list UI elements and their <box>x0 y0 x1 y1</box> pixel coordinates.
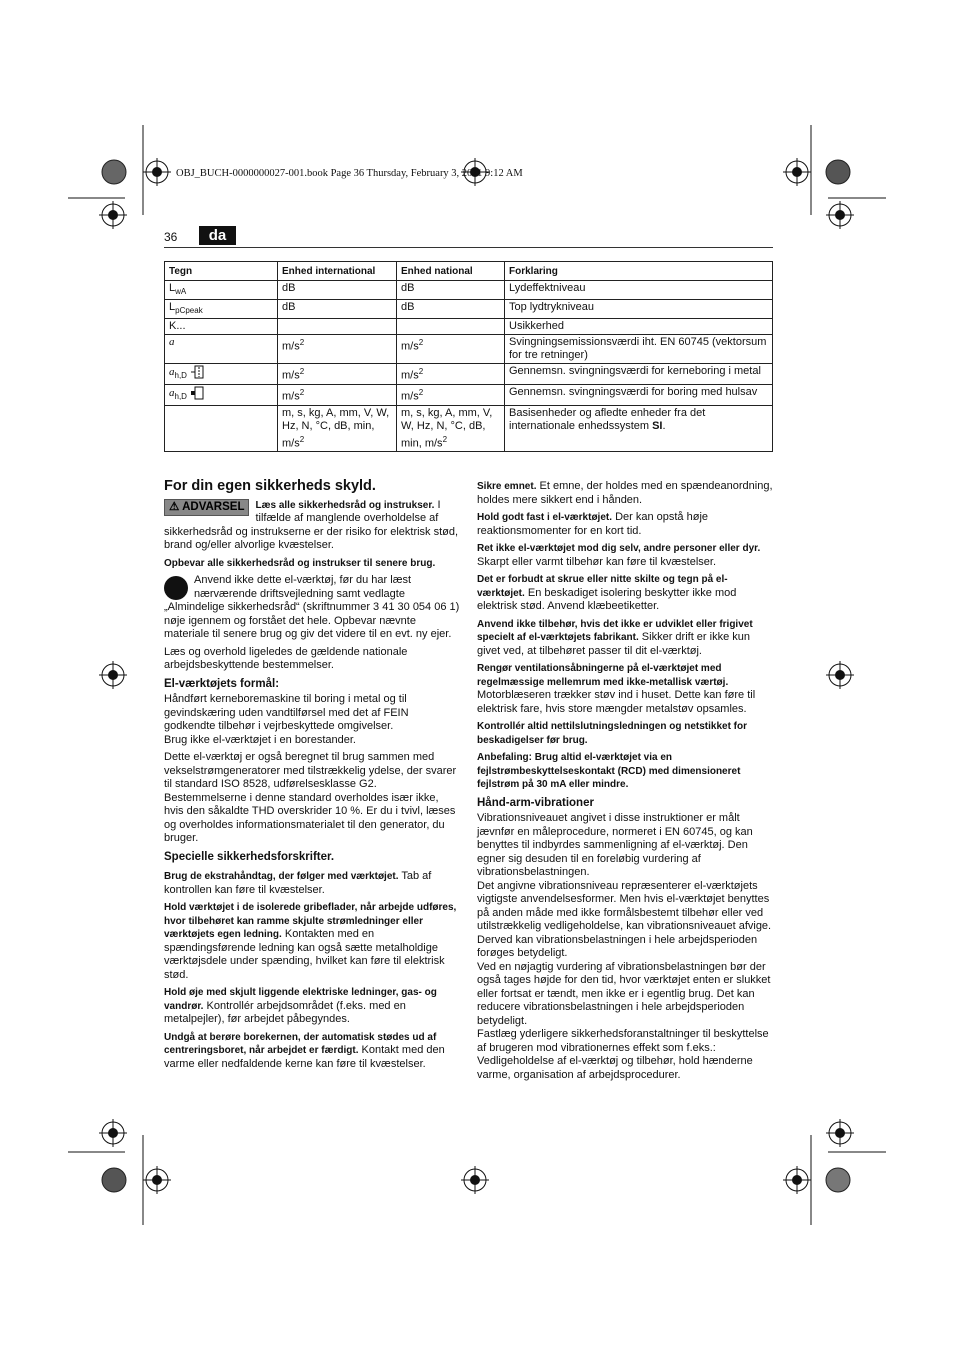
vibration-p4: Fastlæg yderligere sikkerhedsforanstaltninger til beskyttelse af brugeren mod vibrationernes effekt som f.eks.: Vedligeholdelse af el-værktøj og tilbehør, hold hænderne varme, organisation af arbejdsprocedurer. <box>477 1028 769 1081</box>
table-row <box>165 281 773 300</box>
intl-cell: dB <box>278 281 397 300</box>
safety-item: Undgå at berøre borekernen, der automatisk stødes ud af centreringsboret, når arbejdet er færdigt. Kontakt med den varme eller nedfaldende kerne kan føre til kvæstelser. <box>164 1031 445 1070</box>
intl-cell <box>278 319 397 335</box>
vibration-title: Hånd-arm-vibrationer <box>477 796 594 809</box>
safety-item: Brug de ekstrahåndtag, der følger med værktøjet. Tab af kontrollen kan føre til kvæstelser. <box>164 870 432 896</box>
expl-cell: Usikkerhed <box>505 319 773 335</box>
expl-cell: Svingningsemissionsværdi iht. EN 60745 (vektorsum for tre retninger) <box>505 335 773 364</box>
safety-item: Sikre emnet. Et emne, der holdes med en spændeanordning, holdes mere sikkert end i hånden. <box>477 480 773 506</box>
table-header: Enhed international <box>278 262 397 281</box>
safety-item: Hold godt fast i el-værktøjet. Der kan opstå høje reaktionsmomenter for en kort tid. <box>477 511 709 537</box>
vibration-p3: Ved en nøjagtig vurdering af vibrationsbelastningen bør der også tages højde for den tid, hvor værktøjet enten er slukket eller fortsat er tændt, men ikke er i egentlig brug. Det kan reducere vibrationsbelastningen i hele arbejdsperioden betydeligt. <box>477 960 771 1027</box>
safety-item: Anvend ikke tilbehør, hvis det ikke er udviklet eller frigivet specielt af el-værktøjets fabrikant. Sikker drift er ikke kun givet ved, at tilbehøret passer til dit el-værktøj. <box>477 618 753 657</box>
table-header: Enhed national <box>397 262 505 281</box>
keep-notice: Opbevar alle sikkerhedsråd og instrukser til senere brug. <box>164 557 436 569</box>
warning-badge: ⚠ ADVARSEL <box>164 499 249 517</box>
symbols-table <box>164 261 773 452</box>
intl-cell: $m/s^2$ <box>278 335 397 364</box>
intl-cell: $m/s^2$ <box>278 385 397 406</box>
table-header: Tegn <box>165 262 278 281</box>
safety-item: Rengør ventilationsåbningerne på el-værktøjet med regelmæssige mellemrum med ikke-metallisk værtøj. Motorblæseren trækker støv ind i huset. Dette kan føre til elektrisk fare, hvis store mængder metalstøv opsamles. <box>477 663 756 715</box>
read-manual-paragraph: Anvend ikke dette el-værktøj, før du har læst nærværende driftsvejledning samt vedlagte „Almindelige sikkerhedsråd“ (skriftnummer 3 41 30 054 06 1) nøje igennem og forstået det hele. Opbevar nævnte materiale til senere brug og giv det videre til en evt. ny ejer. <box>164 574 460 640</box>
nat-cell <box>397 319 505 335</box>
nat-cell: dB <box>397 281 505 300</box>
sign-cell: $L_{wA}$ <box>165 281 278 300</box>
purpose-p2: Brug ikke el-værktøjet i en borestander. <box>164 733 356 746</box>
sign-cell: $a_{h,D}$ <box>165 385 278 406</box>
expl-cell: Gennemsn. svingningsværdi for kerneboring i metal <box>505 364 773 385</box>
nat-cell: $m/s^2$ <box>397 364 505 385</box>
nat-cell: $m/s^2$ <box>397 335 505 364</box>
table-row <box>165 335 773 364</box>
header-rule <box>164 247 773 248</box>
expl-cell: Gennemsn. svingningsværdi for boring med hulsav <box>505 385 773 406</box>
sign-cell: $L_{pCpeak}$ <box>165 300 278 319</box>
warning-paragraph: ⚠ ADVARSEL Læs alle sikkerhedsråd og instrukser. I tilfælde af manglende overholdelse af sikkerhedsråd og instrukserne er der risiko for elektrisk stød, brand og/eller alvorlige kvæstelser. <box>164 498 459 551</box>
print-info: OBJ_BUCH-0000000027-001.book Page 36 Thursday, February 3, 2011 9:12 AM <box>176 168 523 179</box>
table-row <box>165 385 773 406</box>
purpose-title: El-værktøjets formål: <box>164 677 280 690</box>
safety-item: Kontrollér altid nettilslutningsledningen og netstikket for beskadigelser før brug. <box>477 721 748 746</box>
nat-cell: dB <box>397 300 505 319</box>
vibration-p1: Vibrationsniveauet angivet i disse instruktioner er målt jævnfør en måleprocedure, normeret i EN 60745, og kan benyttes til indbyrdes sammenligning af el-værktøj. Den egner sig desuden til en foreløbig vurdering af vibrationsbelastningen. <box>477 812 753 878</box>
table-row <box>165 405 773 452</box>
sign-cell: a <box>165 335 278 364</box>
hole-saw-icon <box>190 386 206 400</box>
safety-item: Hold værktøjet i de isolerede gribeflader, når arbejde udføres, hvor tilbehøret kan ramme skjulte strømledninger eller værktøjets egen ledning. Kontakten med en spændingsførende ledning kan også sætte metalholdige værktøjsdele under spænding, hvilket kan føre til elektrisk stød. <box>164 902 457 981</box>
purpose-p3: Dette el-værktøj er også beregnet til brug sammen med vekselstrømgeneratorer med tilstrækkelig ydelse, der svarer til standard ISO 8528, udførelsesklasse G2. Bestemmelserne i denne standard overholdes især ikke, hvis den såkaldte THD overskrider 10 %. Er du i tvivl, læses og overholdes informationsmaterialet til den generator, du bruger. <box>164 751 457 844</box>
table-row <box>165 364 773 385</box>
table-header-row <box>165 262 773 281</box>
intl-cell: dB <box>278 300 397 319</box>
safety-item: Ret ikke el-værktøjet mod dig selv, andre personer eller dyr. Skarpt eller varmt tilbehør kan føre til kvæstelser. <box>477 543 761 568</box>
page-number: 36 <box>164 230 178 244</box>
left-column <box>164 480 460 1075</box>
purpose-p1: Håndført kerneboremaskine til boring i metal og til gevindskæring uden vandtilførsel med det af FEIN godkendte tilbehør i vejrbeskyttede omgivelser. <box>164 693 409 732</box>
table-row <box>165 300 773 319</box>
safety-item: Det er forbudt at skrue eller nitte skilte og tegn på el-værktøjet. En beskadiget isolering beskytter ikke mod elektrisk stød. Anvend klæbeetiketter. <box>477 574 737 612</box>
core-drill-icon <box>190 365 206 379</box>
safety-item: Hold øje med skjult liggende elektriske ledninger, gas- og vandrør. Kontrollér arbejdsområdet (f.eks. med en metalpejler), før arbejdet påbegyndes. <box>164 987 437 1025</box>
vibration-p2: Det angivne vibrationsniveau repræsenterer el-værktøjets vigtigste anvendelsesformer. Men hvis el-værktøjet benyttes på anden måde med ikke formålsbestemt tilbehør eller ved utilstrækkelig vedligeholdelse, kan vibrationsniveauet afvige. Derved kan vibrationsbelastningen i hele arbejdsperioden forøges betydeligt. <box>477 879 772 959</box>
nat-cell: m, s, kg, A, mm, V, W, Hz, N, °C, dB, min, $m/s^2$ <box>397 405 505 452</box>
expl-cell: Basisenheder og afledte enheder fra det internationale enhedssystem SI. <box>505 405 773 452</box>
expl-cell: Top lydtrykniveau <box>505 300 773 319</box>
safety-item: Anbefaling: Brug altid el-værktøjet via en fejlstrømbeskyttelseskontakt (RCD) med dimensioneret fejlstrøm på 30 mA eller mindre. <box>477 752 741 790</box>
language-badge: da <box>199 226 236 245</box>
intl-cell: $m/s^2$ <box>278 364 397 385</box>
table-row <box>165 319 773 335</box>
section-title: For din egen sikkerheds skyld. <box>164 478 376 494</box>
special-title: Specielle sikkerhedsforskrifter. <box>164 850 335 863</box>
sign-cell: $a_{h,D}$ <box>165 364 278 385</box>
right-column <box>477 480 773 1086</box>
expl-cell: Lydeffektniveau <box>505 281 773 300</box>
table-header: Forklaring <box>505 262 773 281</box>
regs-paragraph: Læs og overhold ligeledes de gældende nationale arbejdsbeskyttende bestemmelser. <box>164 645 408 671</box>
nat-cell: $m/s^2$ <box>397 385 505 406</box>
intl-cell: m, s, kg, A, mm, V, W, Hz, N, °C, dB, min, $m/s^2$ <box>278 405 397 452</box>
read-manual-icon <box>164 576 188 600</box>
sign-cell <box>165 405 278 452</box>
sign-cell: K... <box>165 319 278 335</box>
